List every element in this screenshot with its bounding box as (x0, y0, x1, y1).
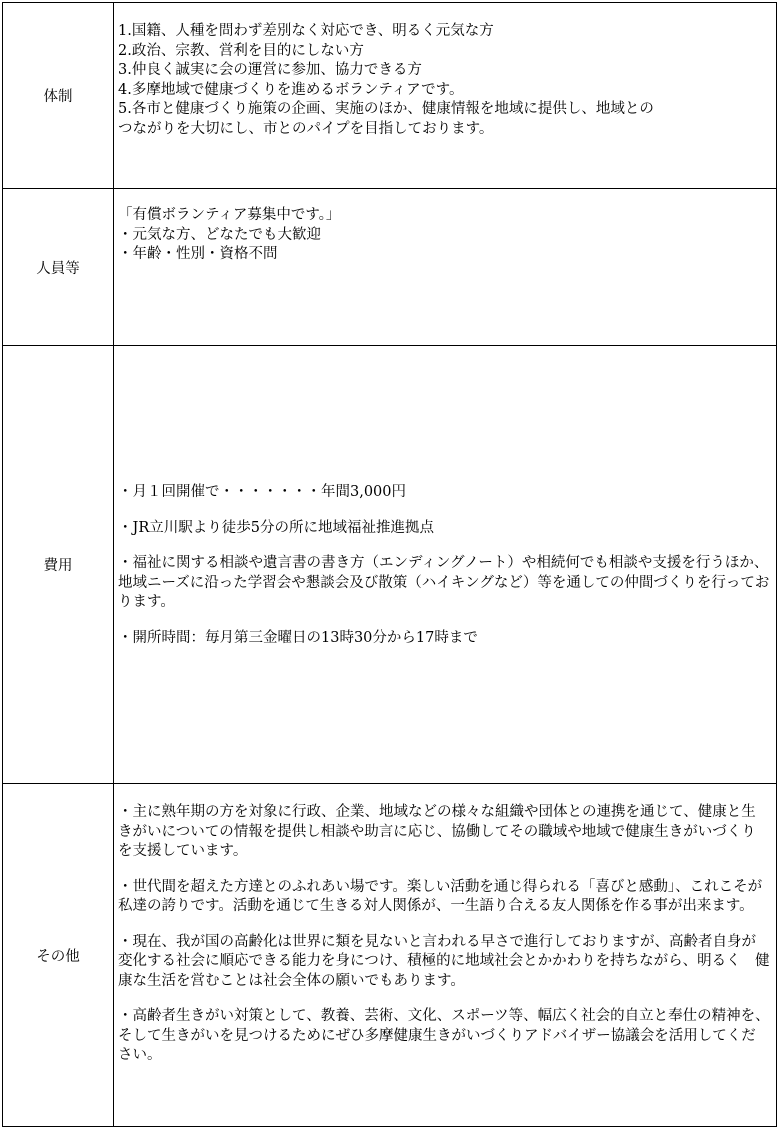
table-row-taisei (2, 2, 777, 189)
info-table (2, 2, 777, 1127)
content-paragraph: ・福祉に関する相談や遺言書の書き方（エンディングノート）や相続何でも相談や支援を行うほか、地域ニーズに沿った学習会や懇談会及び散策（ハイキングなど）等を通しての仲間づくりを行っております。 (118, 555, 770, 610)
content-line: ・元気な方、どなたでも大歓迎 (118, 226, 321, 243)
content-paragraph: ・主に熟年期の方を対象に行政、企業、地域などの様々な組織や団体との連携を通じて、健康と生きがいについての情報を提供し相談や助言に応じ、協働してその職域や地域で健康生きがいづくりを支援しています。 (118, 804, 756, 859)
row-content-other (114, 784, 776, 1126)
content-line: 3.仲良く誠実に会の運営に参加、協力できる方 (118, 62, 422, 78)
content-paragraph: ・月１回開催で・・・・・・・年間3,000円 (118, 484, 407, 500)
table-row-cost (2, 346, 777, 784)
content-line: つながりを大切にし、市とのパイプを目指しております。 (118, 120, 494, 137)
content-line: ・年齢・性別・資格不問 (118, 246, 278, 262)
content-line: 5.各市と健康づくり施策の企画、実施のほか、健康情報を地域に提供し、地域との (118, 101, 654, 117)
content-line: 1.国籍、人種を問わず差別なく対応でき、明るく元気な方 (118, 23, 494, 39)
row-label-staff: 人員等 (3, 189, 114, 345)
table-row-staff (2, 189, 777, 346)
row-content-staff (114, 189, 776, 345)
row-label-other: その他 (3, 784, 114, 1126)
content-line: 「有償ボランティア募集中です。」 (118, 207, 341, 223)
content-paragraph: ・JR立川駅より徒歩5分の所に地域福祉推進拠点 (118, 519, 434, 536)
row-label-cost: 費用 (3, 346, 114, 783)
content-paragraph: ・開所時間：毎月第三金曜日の13時30分から17時まで (118, 629, 478, 646)
row-content-cost (114, 346, 776, 783)
content-line: 4.多摩地域で健康づくりを進めるボランティアです。 (118, 81, 464, 98)
table-row-other (2, 784, 777, 1127)
row-label-taisei: 体制 (3, 3, 114, 188)
content-paragraph: ・世代間を超えた方達とのふれあい場です。楽しい活動を通じ得られる「喜びと感動」、これこそが私達の誇りです。活動を通じて生きる対人関係が、一生語り合える友人関係を作る事が出来ます。 (118, 878, 763, 914)
content-paragraph: ・高齢者生きがい対策として、教養、芸術、文化、スポーツ等、幅広く社会的自立と奉仕の精神を、そして生きがいを見つけるためにぜひ多摩健康生きがいづくりアドバイザー協議会を活用してください。 (118, 1008, 770, 1063)
content-line: 2.政治、宗教、営利を目的にしない方 (118, 42, 364, 59)
content-paragraph: ・現在、我が国の高齢化は世界に類を見ないと言われる早さで進行しておりますが、高齢者自身が変化する社会に順応できる能力を身につけ、積極的に地域社会とかかわりを持ちながら、明るく 健康な生活を営むことは社会全体の願いでもあります。 (118, 933, 770, 989)
row-content-taisei (114, 3, 776, 188)
